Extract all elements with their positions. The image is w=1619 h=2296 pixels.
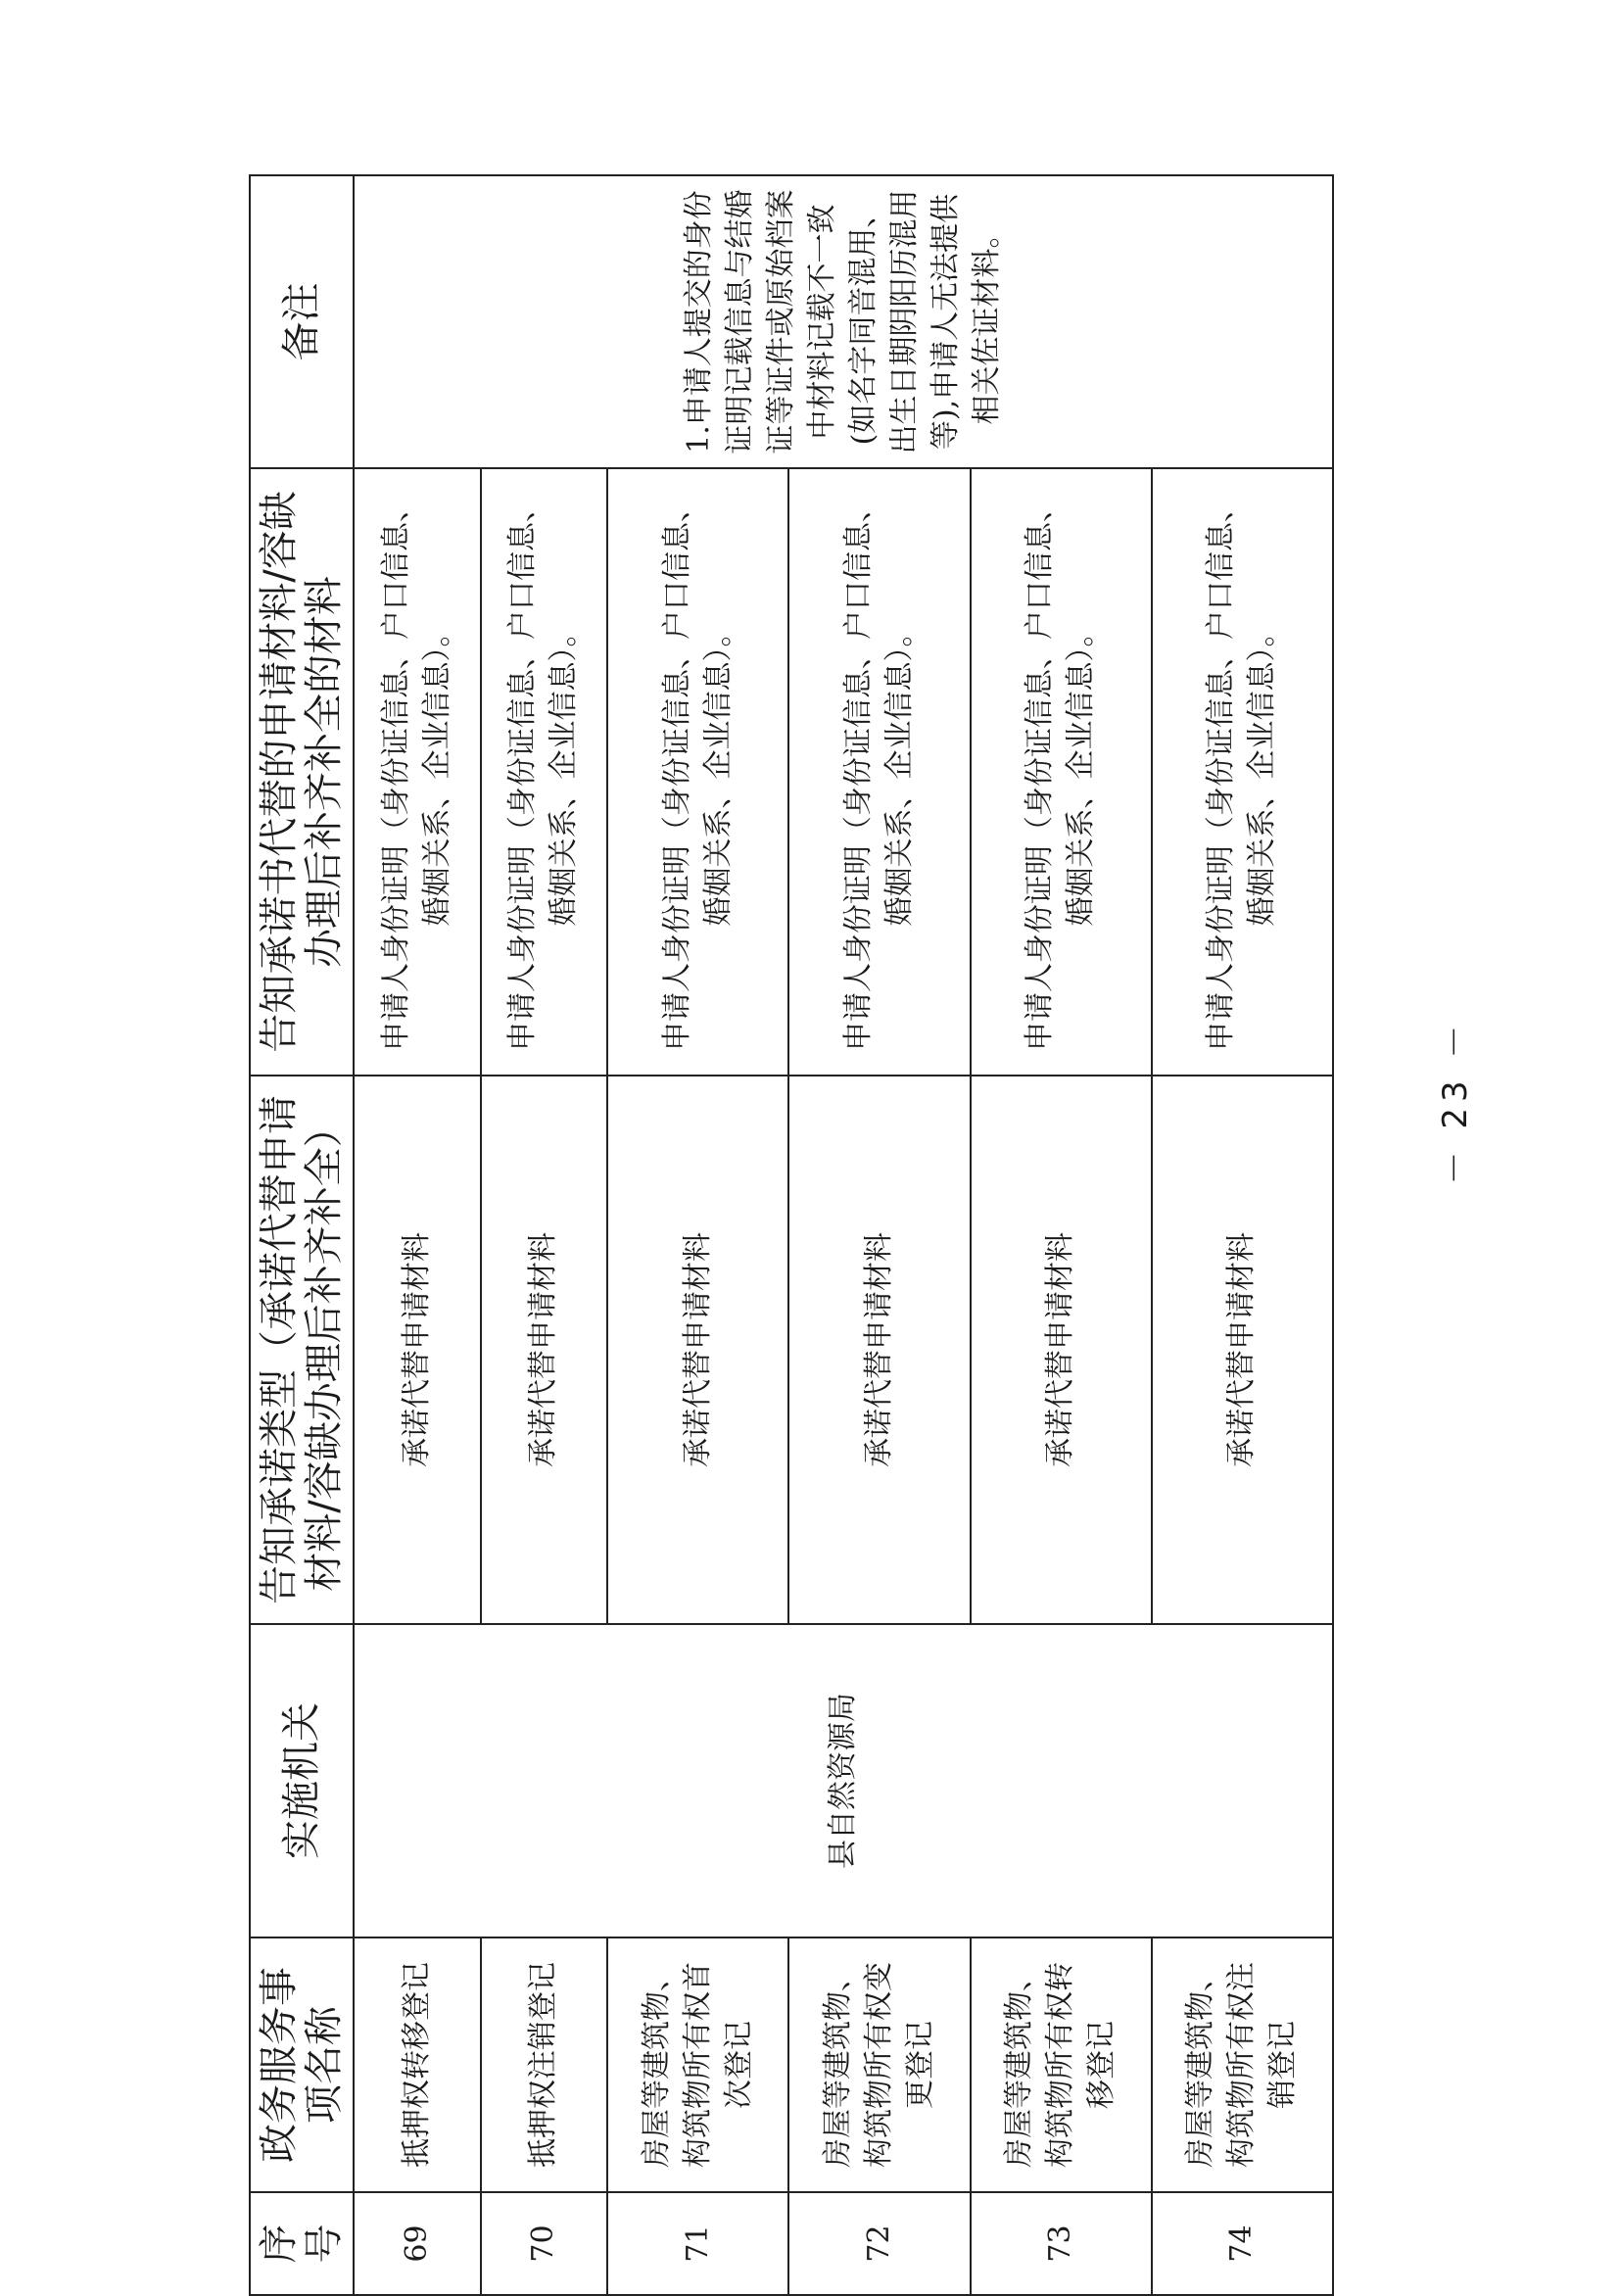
row-name: 房屋等建筑物、构筑物所有权转移登记 [971, 1937, 1152, 2192]
row-type: 承诺代替申请材料 [481, 1076, 608, 1624]
row-name: 房屋等建筑物、构筑物所有权首次登记 [607, 1937, 788, 2192]
rotated-table-inner [249, 176, 1334, 2296]
table-row [354, 175, 481, 2295]
row-materials: 申请人身份证明（身份证信息、户口信息、婚姻关系、企业信息）。 [971, 468, 1152, 1076]
header-org: 实施机关 [250, 1624, 354, 1937]
row-seq: 74 [1152, 2192, 1333, 2295]
row-materials: 申请人身份证明（身份证信息、户口信息、婚姻关系、企业信息）。 [481, 468, 608, 1076]
table-row [481, 175, 608, 2295]
header-seq: 序号 [250, 2192, 354, 2295]
row-type: 承诺代替申请材料 [607, 1076, 788, 1624]
row-type: 承诺代替申请材料 [788, 1076, 970, 1624]
header-type: 告知承诺类型（承诺代替申请材料/容缺办理后补齐补全） [250, 1076, 354, 1624]
table-row [607, 175, 788, 2295]
row-name: 房屋等建筑物、构筑物所有权变更登记 [788, 1937, 970, 2192]
page-number: － 23 － [1436, 1019, 1475, 1185]
table-row [788, 175, 970, 2295]
row-seq: 71 [607, 2192, 788, 2295]
row-materials: 申请人身份证明（身份证信息、户口信息、婚姻关系、企业信息）。 [788, 468, 970, 1076]
commitment-table [249, 174, 1334, 2296]
row-type: 承诺代替申请材料 [354, 1076, 481, 1624]
row-seq: 72 [788, 2192, 970, 2295]
row-name: 抵押权注销登记 [481, 1937, 608, 2192]
row-type: 承诺代替申请材料 [1152, 1076, 1333, 1624]
row-seq: 70 [481, 2192, 608, 2295]
rotated-table-wrapper [249, 176, 1334, 2296]
row-name: 抵押权转移登记 [354, 1937, 481, 2192]
row-materials: 申请人身份证明（身份证信息、户口信息、婚姻关系、企业信息）。 [354, 468, 481, 1076]
row-name: 房屋等建筑物、构筑物所有权注销登记 [1152, 1937, 1333, 2192]
row-seq: 73 [971, 2192, 1152, 2295]
row-type: 承诺代替申请材料 [971, 1076, 1152, 1624]
header-materials: 告知承诺书代替的申请材料/容缺办理后补齐补全的材料 [250, 468, 354, 1076]
table-row [1152, 175, 1333, 2295]
header-note: 备注 [250, 175, 354, 468]
row-materials: 申请人身份证明（身份证信息、户口信息、婚姻关系、企业信息）。 [1152, 468, 1333, 1076]
row-note-merged: 1.申请人提交的身份证明记载信息与结婚证等证件或原始档案中材料记载不一致(如名字同音混用、出生日期阴阳历混用等),申请人无法提供相关佐证材料。 [354, 175, 1333, 468]
row-org-merged: 县自然资源局 [354, 1624, 1333, 1937]
table-header-row [250, 175, 354, 2295]
row-materials: 申请人身份证明（身份证信息、户口信息、婚姻关系、企业信息）。 [607, 468, 788, 1076]
row-seq: 69 [354, 2192, 481, 2295]
header-name: 政务服务事项名称 [250, 1937, 354, 2192]
table-row [971, 175, 1152, 2295]
